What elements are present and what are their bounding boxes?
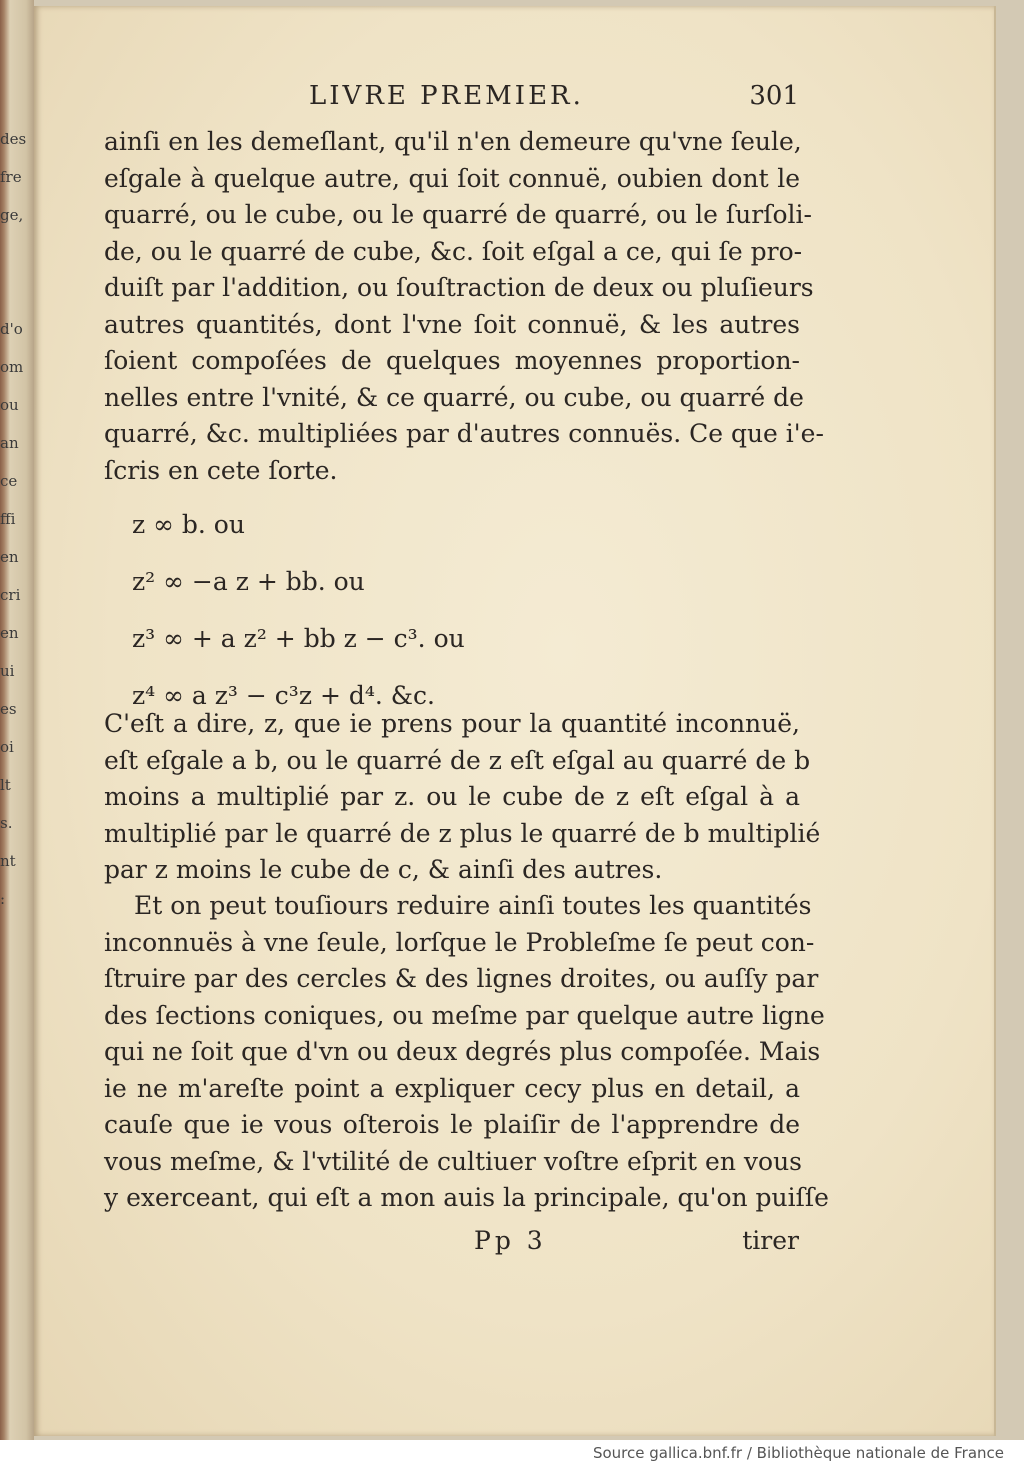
- book-page: [34, 6, 996, 1436]
- signature-mark: Pp 3: [474, 1226, 547, 1255]
- text-line: moins a multiplié par z. ou le cube de z eſt eſgal à a: [104, 782, 800, 811]
- margin-fragment: ge,: [0, 206, 24, 224]
- running-head: LIVRE PREMIER.: [309, 81, 584, 111]
- paragraph-1: [104, 124, 824, 489]
- equation-line: z⁴ ∞ a z³ − c³z + d⁴. &c.: [132, 681, 435, 710]
- equation-line: z ∞ b. ou: [132, 510, 245, 539]
- text-line: qui ne ſoit que d'vn ou deux degrés plus compoſée. Mais: [104, 1037, 821, 1066]
- text-line: nelles entre l'vnité, & ce quarré, ou cube, ou quarré de: [104, 382, 804, 412]
- paragraph-2: [104, 706, 821, 889]
- margin-fragment: d'o: [0, 320, 23, 338]
- margin-fragment: nt: [0, 852, 16, 870]
- catchword: tirer: [742, 1226, 799, 1255]
- text-line: autres quantités, dont l'vne ſoit connuë, & les autres: [104, 309, 800, 339]
- margin-fragment: [0, 272, 18, 310]
- facing-page-edge: [0, 0, 34, 1440]
- margin-fragment: cri: [0, 586, 21, 604]
- source-credit: Source gallica.bnf.fr / Bibliothèque nationale de France: [592, 1444, 1004, 1462]
- margin-fragment: en: [0, 624, 19, 642]
- text-line: des ſections coniques, ou meſme par quelque autre ligne: [104, 1000, 825, 1030]
- margin-fragment: an: [0, 434, 19, 452]
- margin-fragment: ou: [0, 396, 19, 414]
- margin-fragment: om: [0, 358, 24, 376]
- text-line: ainſi en les demeſlant, qu'il n'en demeure qu'vne ſeule,: [104, 127, 802, 156]
- text-line: vous meſme, & l'vtilité de cultiuer voſtre eſprit en vous: [104, 1146, 802, 1176]
- text-line: ie ne m'areſte point a expliquer cecy plus en detail, a: [104, 1073, 800, 1103]
- text-line: eſt eſgale a b, ou le quarré de z eſt eſgal au quarré de b: [104, 745, 811, 775]
- text-line: par z moins le cube de c, & ainſi des autres.: [104, 855, 663, 884]
- text-line: C'eſt a dire, z, que ie prens pour la quantité inconnuë,: [104, 709, 800, 738]
- paragraph-3: [104, 888, 829, 1217]
- margin-fragment: ui: [0, 662, 15, 680]
- page-header: [309, 81, 799, 121]
- margin-fragment: ce: [0, 472, 18, 490]
- text-line: duiſt par l'addition, ou ſouſtraction de deux ou pluſieurs: [104, 273, 814, 302]
- page-footer: [474, 1226, 799, 1262]
- margin-fragment: s.: [0, 814, 13, 832]
- margin-fragment: des: [0, 130, 27, 148]
- margin-fragment: ffi: [0, 510, 16, 528]
- equation-block: [132, 496, 582, 724]
- text-line: ſoient compoſées de quelques moyennes proportion-: [104, 346, 800, 375]
- margin-fragment: lt: [0, 776, 11, 794]
- margin-fragment: [0, 234, 18, 272]
- margin-fragment: es: [0, 700, 17, 718]
- margin-fragment: oi: [0, 738, 14, 756]
- margin-fragment: fre: [0, 168, 22, 186]
- text-line: de, ou le quarré de cube, &c. ſoit eſgal a ce, qui ſe pro-: [104, 236, 803, 266]
- text-line: multiplié par le quarré de z plus le quarré de b multiplié: [104, 818, 821, 848]
- text-line: ſtruire par des cercles & des lignes droites, ou auſſy par: [104, 964, 819, 993]
- text-line: eſgale à quelque autre, qui ſoit connuë, oubien dont le: [104, 163, 800, 193]
- text-line: cauſe que ie vous oſterois le plaiſir de l'apprendre de: [104, 1110, 800, 1139]
- margin-fragment: en: [0, 548, 19, 566]
- margin-fragments: [0, 120, 27, 918]
- text-line: Et on peut touſiours reduire ainſi toutes les quantités: [134, 891, 812, 920]
- equation-line: z³ ∞ + a z² + bb z − c³. ou: [132, 624, 465, 653]
- margin-fragment: :: [0, 890, 6, 908]
- page-number: 301: [749, 81, 799, 111]
- text-line: quarré, &c. multipliées par d'autres connuës. Ce que i'e-: [104, 419, 824, 448]
- text-line: quarré, ou le cube, ou le quarré de quarré, ou le ſurſoli-: [104, 200, 812, 229]
- text-line: y exerceant, qui eſt a mon auis la principale, qu'on puiſſe: [104, 1183, 829, 1212]
- equation-line: z² ∞ −a z + bb. ou: [132, 567, 365, 596]
- text-line: inconnuës à vne ſeule, lorſque le Probleſme ſe peut con-: [104, 927, 815, 957]
- text-line: ſcris en cete ſorte.: [104, 455, 338, 485]
